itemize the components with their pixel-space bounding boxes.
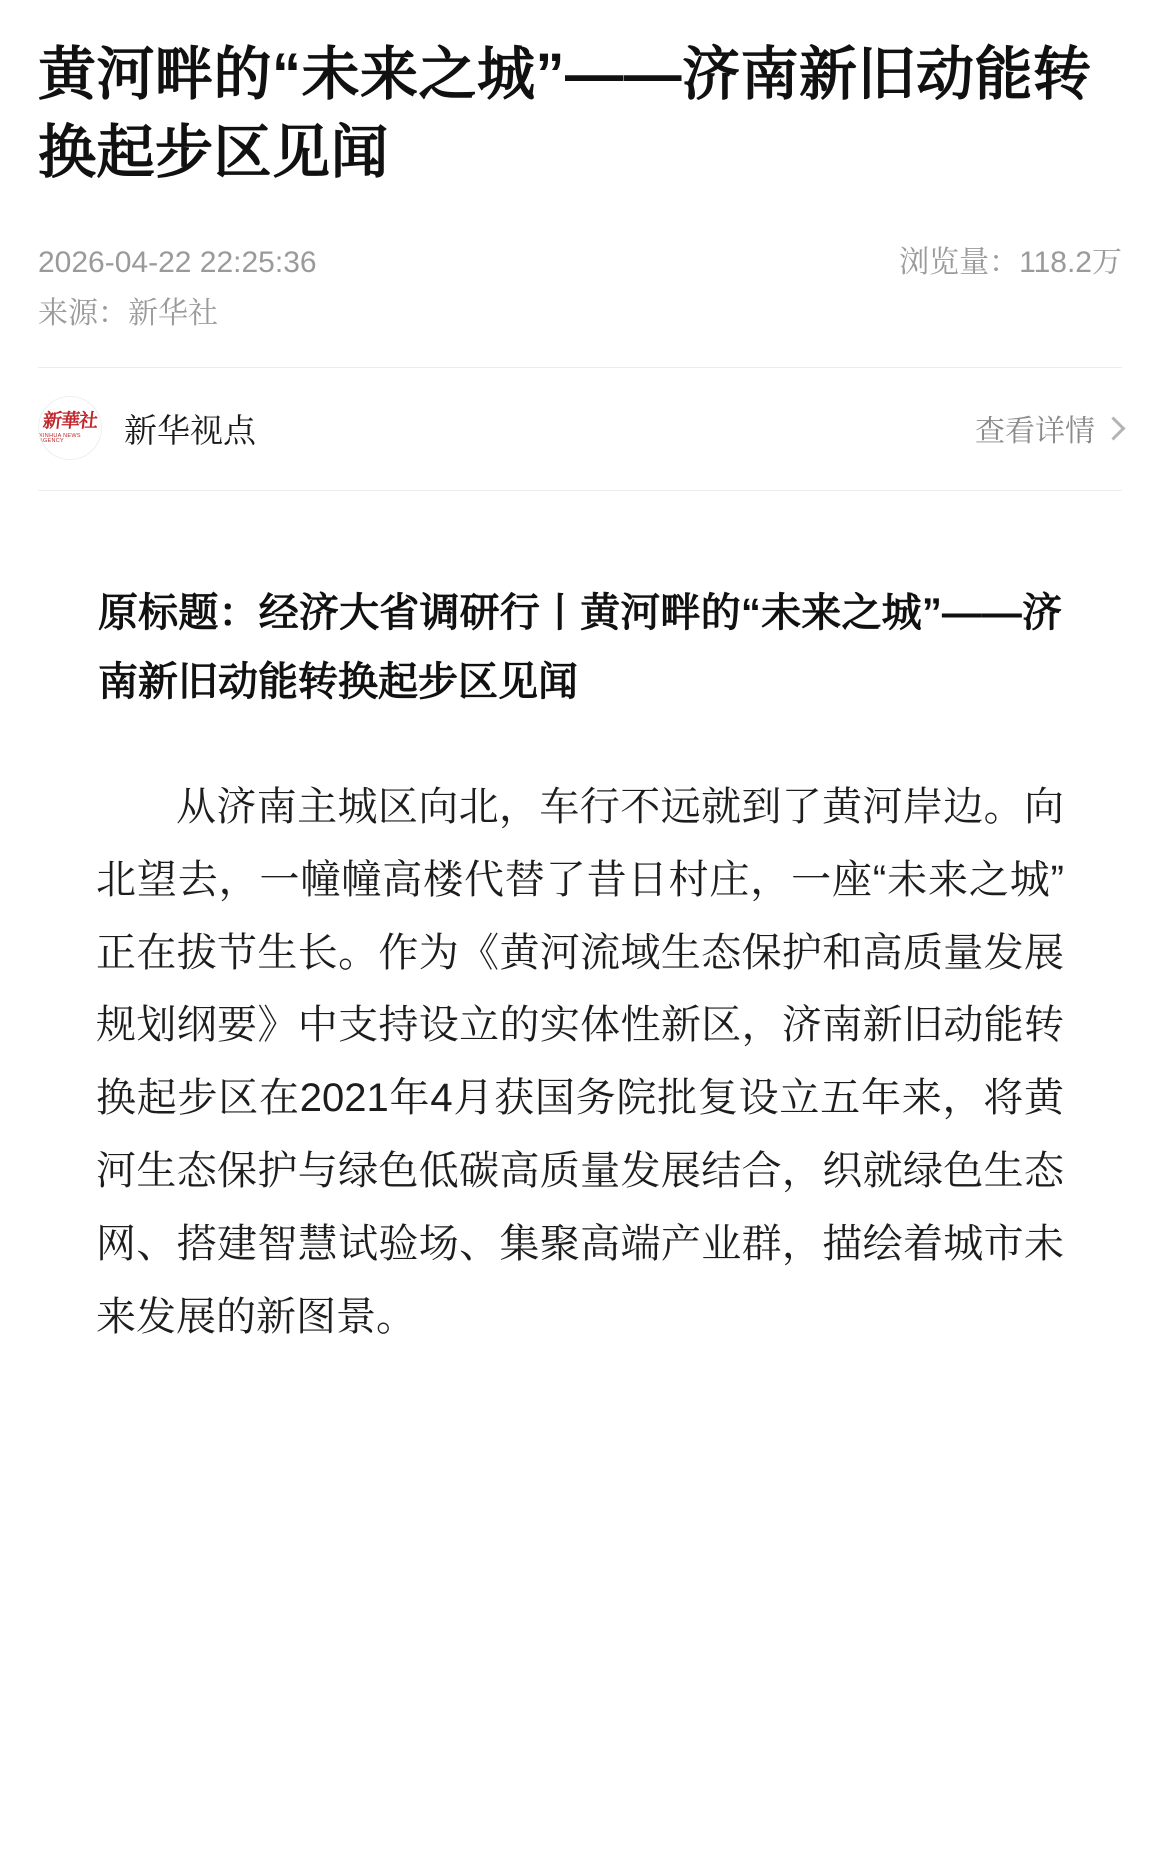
publisher-name: 新华视点 [124, 411, 256, 449]
article-body [38, 491, 1122, 1353]
page-title: 黄河畔的“未来之城”——济南新旧动能转换起步区见闻 [38, 42, 1092, 185]
article-meta [38, 237, 1122, 337]
avatar-logo-subtext: XINHUA NEWS AGENCY [39, 432, 81, 445]
meta-row-primary [38, 237, 1122, 287]
publisher-identity[interactable] [38, 396, 256, 460]
bottom-spacer [38, 1353, 1122, 1473]
view-detail-button[interactable] [975, 406, 1122, 450]
article-source: 来源：新华社 [38, 296, 218, 330]
publish-timestamp: 2026-04-22 22:25:36 [38, 246, 317, 280]
avatar [38, 396, 102, 460]
original-title: 原标题：经济大省调研行丨黄河畔的“未来之城”——济南新旧动能转换起步区见闻 [98, 591, 1062, 705]
view-detail-label: 查看详情 [975, 415, 1095, 449]
publisher-row[interactable] [38, 368, 1122, 490]
avatar-logo-text: 新華社 [41, 410, 99, 432]
view-count-label: 浏览量： [899, 246, 1020, 280]
article-page [0, 36, 1160, 1473]
article-paragraph: 从济南主城区向北，车行不远就到了黄河岸边。向北望去，一幢幢高楼代替了昔日村庄，一座“未来之城”正在拔节生长。作为《黄河流域生态保护和高质量发展规划纲要》中支持设立的实体性新区，济南新旧动能转换起步区在2021年4月获国务院批复设立五年来，将黄河生态保护与绿色低碳高质量发展结合，织就绿色生态网、搭建智慧试验场、集聚高端产业群，描绘着城市未来发展的新图景。 [96, 785, 1064, 1339]
view-count-value: 118.2万 [1019, 246, 1122, 280]
chevron-right-icon [1101, 416, 1125, 440]
view-count [899, 237, 1122, 281]
